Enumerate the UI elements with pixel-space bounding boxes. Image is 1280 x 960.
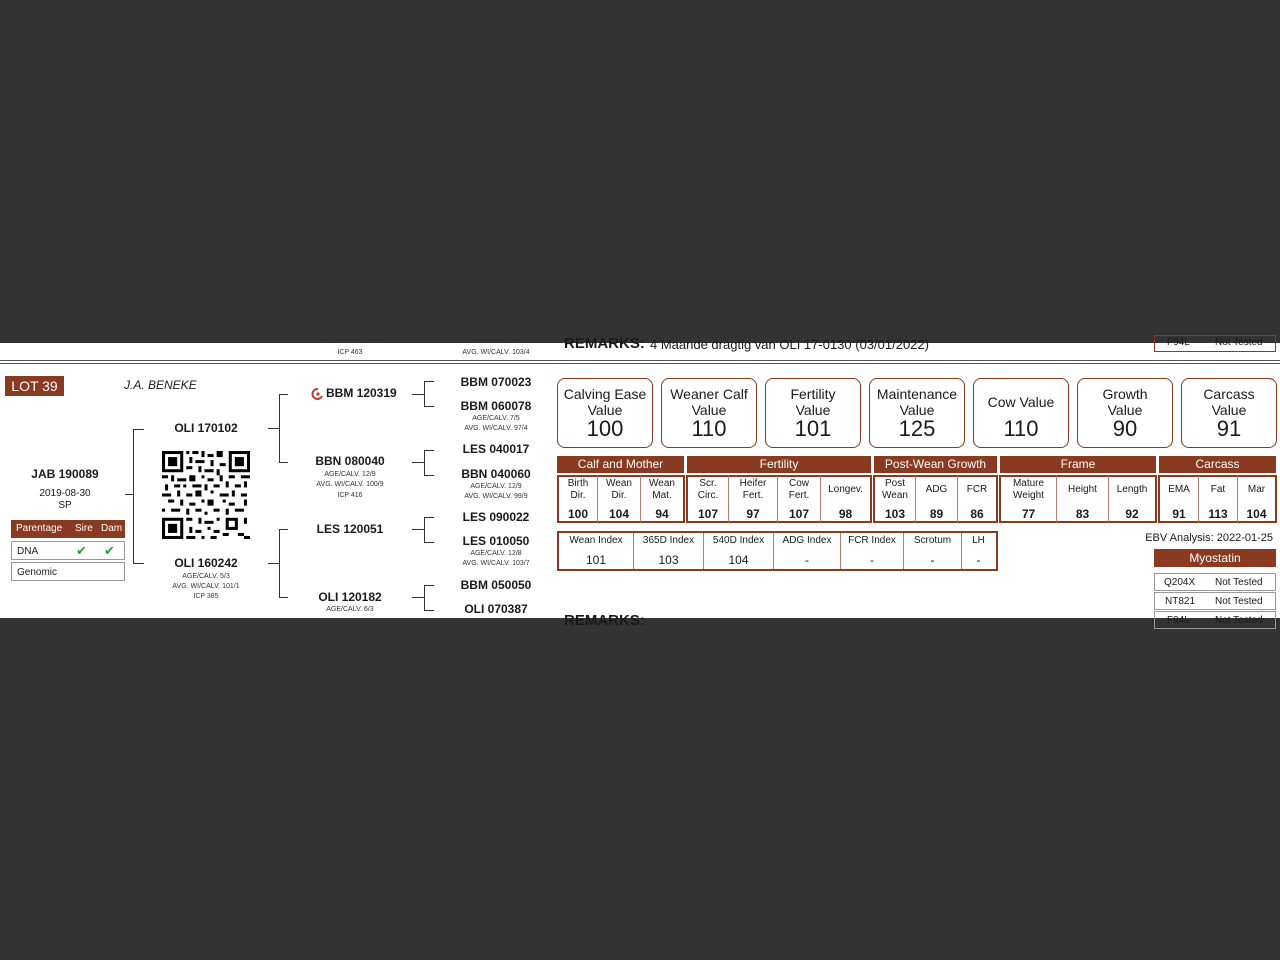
myostatin-header: Myostatin (1154, 549, 1276, 567)
sdd-id: BBN 040060 (461, 467, 531, 481)
myostatin-status: Not Tested (1215, 577, 1263, 588)
sire-sire-id: BBM 120319 (326, 386, 397, 400)
birth-date: 2019-08-30 (39, 488, 91, 499)
sire-dam-age: AGE/CALV. 12/9 (324, 471, 376, 478)
sire-dam-avg: AVG. WI/CALV. 100/9 (316, 481, 384, 488)
divider-top (0, 360, 1280, 361)
ebv-cell-fcr: FCR 86 (966, 484, 988, 521)
ebv-cell-height: Height 83 (1057, 476, 1109, 522)
sdd-age: AGE/CALV. 12/9 (470, 483, 522, 490)
ebv-cell-wean-mat: Wean Mat. 94 (649, 478, 675, 521)
carbon-neutral-icon (312, 387, 323, 405)
ebv-cell-mar: Mar 104 (1246, 484, 1267, 521)
ssd-avg: AVG. WI/CALV. 97/4 (464, 425, 528, 432)
value-card-growth (1077, 378, 1173, 448)
card-label-2: Value (691, 402, 727, 418)
card-value: 91 (1216, 416, 1242, 441)
myostatin-row (1154, 611, 1276, 629)
prev-remarks-text: 4 Maande dragtig van OLI 17-0130 (03/01/2022) (650, 337, 929, 352)
ebv-group-fertility: Fertility (687, 456, 871, 473)
ebv-cell-longev: Longev. 98 (828, 484, 863, 521)
index-cell-adg: ADG Index - (774, 533, 841, 569)
remarks-label: REMARKS: (564, 612, 645, 629)
sire-id: OLI 170102 (174, 421, 238, 435)
card-label: Carcass (1203, 386, 1255, 402)
qr-code-icon (162, 451, 250, 539)
ebv-cell-mature-weight: Mature Weight 77 (1001, 476, 1057, 522)
prev-myo-code: F94L (1167, 337, 1190, 348)
card-value: 101 (794, 416, 832, 441)
lot-label: LOT 39 (5, 376, 64, 396)
ebv-group-carcass: Carcass (1159, 456, 1276, 473)
prev-myostatin-row (1154, 335, 1276, 352)
sds-id: LES 040017 (462, 442, 530, 456)
animal-status: SP (58, 500, 72, 511)
value-card-weaner-calf (661, 378, 757, 448)
dsd-id: LES 010050 (462, 534, 530, 548)
myostatin-code: Q204X (1164, 577, 1196, 588)
parentage-dna-label: DNA (17, 546, 39, 557)
index-cell-lh: LH - (972, 535, 985, 567)
check-icon: ✔ (104, 543, 115, 558)
dss-id: LES 090022 (462, 510, 530, 524)
ebv-cell-ema: EMA 91 (1160, 476, 1199, 522)
parentage-row-dna (11, 541, 125, 560)
dam-sire-id: LES 120051 (316, 522, 384, 536)
ebv-cell-adg: ADG 89 (916, 476, 958, 522)
ebv-cell-length: Length 92 (1116, 484, 1148, 521)
card-value: 125 (898, 416, 936, 441)
card-label-2: Value (587, 402, 623, 418)
sire-dam-icp: ICP 416 (337, 492, 363, 499)
breeder-name: J.A. BENEKE (124, 378, 197, 392)
index-cell-540d: 540D Index 104 (704, 533, 774, 569)
value-card-calving-ease (557, 378, 653, 448)
prev-left-avg: AVG. WI/CALV. 100/7 (316, 338, 384, 345)
ebv-group-frame: Frame (1000, 456, 1156, 473)
prev-mid-avg: AVG. WI/CALV. 103/4 (462, 349, 530, 356)
card-label: Maintenance (876, 386, 958, 402)
ebv-cell-fat: Fat 113 (1199, 476, 1238, 522)
dsd-avg: AVG. WI/CALV. 103/7 (462, 560, 530, 567)
myostatin-status: Not Tested (1215, 596, 1263, 607)
index-cell-scrotum: Scrotum - (904, 533, 962, 569)
ebv-analysis-date: EBV Analysis: 2022-01-25 (1145, 532, 1273, 544)
myostatin-row (1154, 592, 1276, 610)
card-value: 110 (691, 416, 727, 441)
card-label: Growth (1102, 386, 1148, 402)
card-label-2: Value (1107, 402, 1143, 418)
ssd-id: BBM 060078 (460, 399, 532, 413)
ebv-cell-post-wean: Post Wean 103 (875, 476, 916, 522)
dam-dam-id: OLI 120182 (318, 590, 382, 604)
myostatin-code: F94L (1167, 615, 1190, 626)
ebv-cell-cow-fert: Cow Fert. 107 (778, 476, 821, 522)
check-icon: ✔ (76, 543, 87, 558)
ssd-age: AGE/CALV. 7/5 (472, 415, 520, 422)
card-label-2: Value (1211, 402, 1247, 418)
dsd-age: AGE/CALV. 12/8 (470, 550, 522, 557)
sss-id: BBM 070023 (460, 375, 532, 389)
prev-left-icp: ICP 463 (337, 349, 363, 356)
dds-id: BBM 050050 (460, 578, 532, 592)
prev-mid-age: AGE/CALV. 11/6 (470, 338, 522, 345)
parentage-header-label: Parentage (16, 523, 63, 534)
value-card-fertility (765, 378, 861, 448)
dam-age: AGE/CALV. 5/3 (182, 573, 230, 580)
prev-remarks-label: REMARKS: (564, 335, 645, 352)
card-label: Calving Ease (563, 386, 647, 402)
card-label: Weaner Calf (670, 386, 748, 402)
divider-top-2 (0, 363, 1280, 364)
card-label-2: Value (795, 402, 831, 418)
ddd-id: OLI 070387 (464, 602, 528, 616)
parentage-header-sire: Sire (75, 523, 93, 534)
sdd-avg: AVG. WI/CALV. 99/9 (464, 493, 528, 500)
dam-id: OLI 160242 (174, 556, 238, 570)
card-value: 90 (1112, 416, 1138, 441)
card-label: Fertility (790, 386, 836, 402)
animal-id: JAB 190089 (31, 467, 99, 481)
ebv-group-calf-mother: Calf and Mother (557, 456, 684, 473)
ebv-cell-scr-circ: Scr. Circ. 107 (688, 476, 729, 522)
value-card-carcass (1181, 378, 1277, 448)
dam-dam-age: AGE/CALV. 6/3 (326, 606, 374, 613)
parentage-genomic-label: Genomic (17, 567, 58, 578)
dam-icp: ICP 385 (193, 593, 219, 600)
card-value: 110 (1003, 416, 1039, 441)
parentage-header (11, 520, 125, 538)
dam-avg: AVG. WI/CALV. 101/1 (172, 583, 240, 590)
catalogue-strip (0, 335, 1280, 629)
value-card-cow (973, 378, 1069, 448)
card-label-2: Value (899, 402, 935, 418)
sire-dam-id: BBN 080040 (315, 454, 385, 468)
index-cell-fcr: FCR Index - (841, 533, 904, 569)
ebv-cell-wean-dir: Wean Dir. 104 (598, 476, 641, 522)
parentage-header-dam: Dam (101, 523, 123, 534)
card-label: Cow Value (987, 394, 1055, 410)
value-card-maintenance (869, 378, 965, 448)
parentage-row-genomic (11, 562, 125, 581)
card-value: 100 (586, 416, 624, 441)
index-cell-365d: 365D Index 103 (634, 533, 704, 569)
ebv-group-post-wean: Post-Wean Growth (874, 456, 997, 473)
index-cell-wean: Wean Index 101 (559, 533, 634, 569)
ebv-cell-birth-dir: Birth Dir. 100 (559, 476, 598, 522)
myostatin-row (1154, 573, 1276, 591)
myostatin-status: Not Tested (1215, 615, 1263, 626)
ebv-cell-heifer-fert: Heifer Fert. 97 (729, 476, 778, 522)
myostatin-code: NT821 (1165, 596, 1196, 607)
prev-myo-status: Not Tested (1215, 337, 1263, 348)
